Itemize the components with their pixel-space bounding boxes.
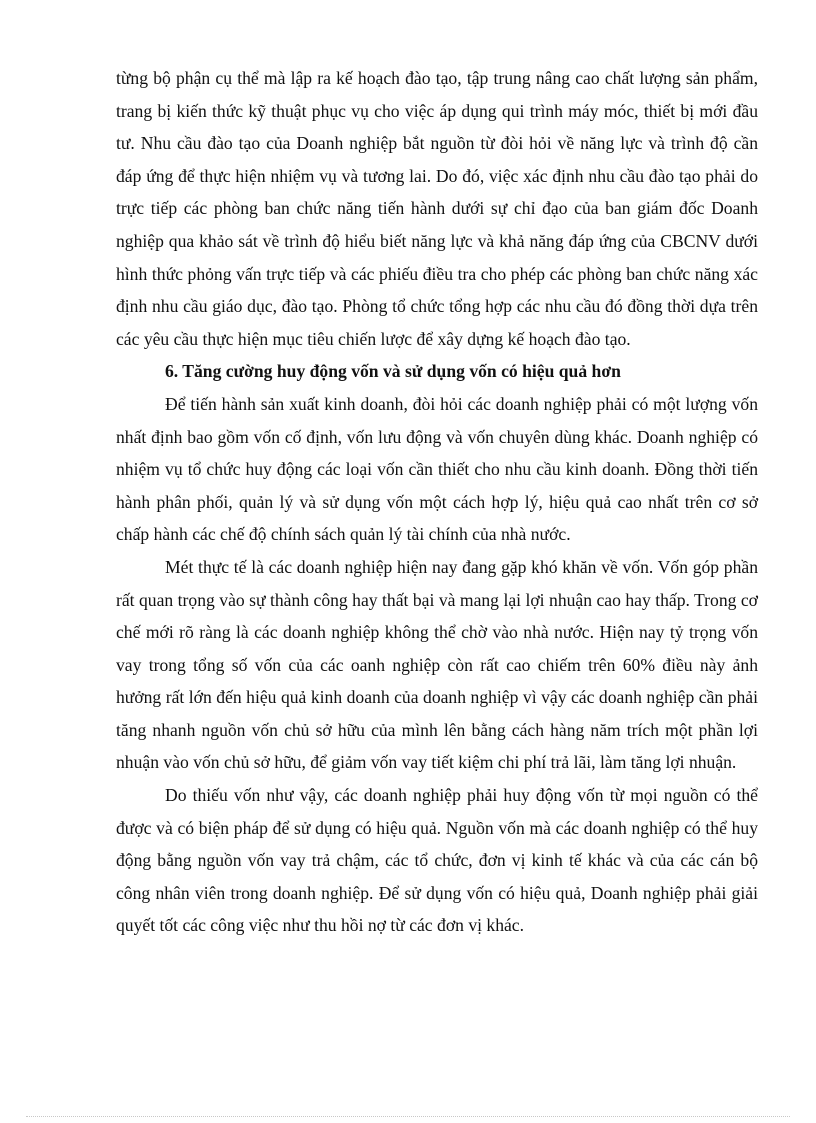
paragraph-capital-requirements: Để tiến hành sản xuất kinh doanh, đòi hỏi các doanh nghiệp phải có một lượng vốn nhất định bao gồm vốn cố định, vốn lưu động và vốn chuyên dùng khác. Doanh nghiệp có nhiệm vụ tổ chức huy động các loại vốn cần thiết cho nhu cầu kinh doanh. Đồng thời tiến hành phân phối, quản lý và sử dụng vốn một cách hợp lý, hiệu quả cao nhất trên cơ sở chấp hành các chế độ chính sách quản lý tài chính của nhà nước. [116, 393, 758, 545]
page-bottom-divider [26, 1116, 790, 1117]
document-page [116, 62, 758, 942]
paragraph-training-needs: từng bộ phận cụ thể mà lập ra kế hoạch đào tạo, tập trung nâng cao chất lượng sản phẩm, trang bị kiến thức kỹ thuật phục vụ cho việc áp dụng qui trình máy móc, thiết bị mới đầu tư. Nhu cầu đào tạo của Doanh nghiệp bắt nguồn từ đòi hỏi về năng lực và trình độ cần đáp ứng để thực hiện nhiệm vụ và tương lai. Do đó, việc xác định nhu cầu đào tạo phải do trực tiếp các phòng ban chức năng tiến hành dưới sự chỉ đạo của ban giám đốc Doanh nghiệp qua khảo sát về trình độ hiểu biết năng lực và khả năng đáp ứng của CBCNV dưới hình thức phỏng vấn trực tiếp và các phiếu điều tra cho phép các phòng ban chức năng xác định nhu cầu giáo dục, đào tạo. Phòng tổ chức tổng hợp các nhu cầu đó đồng thời dựa trên các yêu cầu thực hiện mục tiêu chiến lược để xây dựng kế hoạch đào tạo. [116, 68, 758, 349]
paragraph-capital-difficulties: Mét thực tế là các doanh nghiệp hiện nay đang gặp khó khăn về vốn. Vốn góp phần rất quan trọng vào sự thành công hay thất bại và mang lại lợi nhuận cao hay thấp. Trong cơ chế mới rõ ràng là các doanh nghiệp không thể chờ vào nhà nước. Hiện nay tỷ trọng vốn vay trong tổng số vốn của các oanh nghiệp còn rất cao chiếm trên 60% điều này ảnh hưởng rất lớn đến hiệu quả kinh doanh của doanh nghiệp vì vậy các doanh nghiệp cần phải tăng nhanh nguồn vốn chủ sở hữu của mình lên bằng cách hàng năm trích một phần lợi nhuận vào vốn chủ sở hữu, để giảm vốn vay tiết kiệm chi phí trả lãi, làm tăng lợi nhuận. [116, 556, 758, 773]
paragraph-capital-mobilization: Do thiếu vốn như vậy, các doanh nghiệp phải huy động vốn từ mọi nguồn có thể được và có biện pháp để sử dụng có hiệu quả. Nguồn vốn mà các doanh nghiệp có thể huy động bằng nguồn vốn vay trả chậm, các tổ chức, đơn vị kinh tế khác và của các cán bộ công nhân viên trong doanh nghiệp. Để sử dụng vốn có hiệu quả, Doanh nghiệp phải giải quyết tốt các công việc như thu hồi nợ từ các đơn vị khác. [116, 785, 758, 936]
section-heading-capital: 6. Tăng cường huy động vốn và sử dụng vốn có hiệu quả hơn [165, 361, 621, 382]
